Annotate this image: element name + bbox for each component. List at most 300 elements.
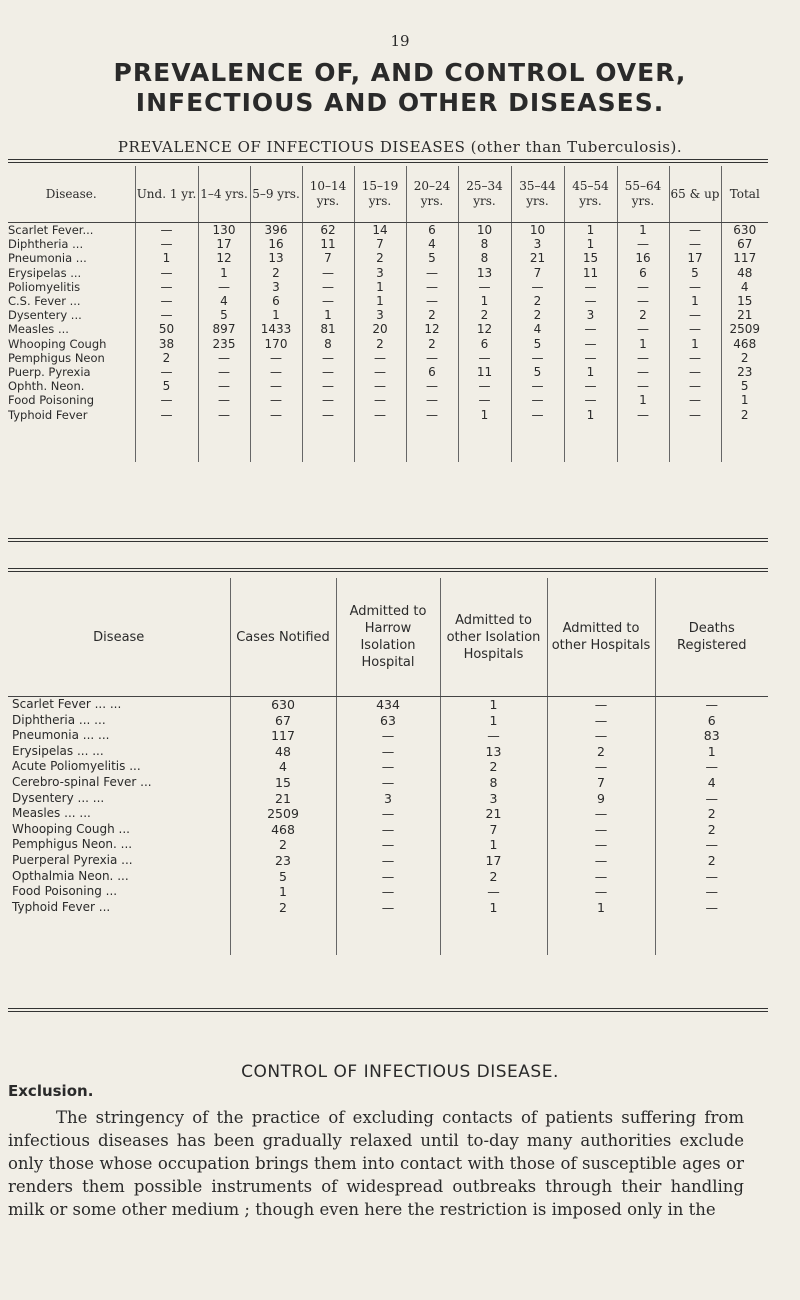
table1-value-cell: 8 xyxy=(458,237,511,251)
table-row xyxy=(8,900,768,916)
table1-value-cell: — xyxy=(250,379,302,393)
table1-value-cell: — xyxy=(669,351,721,365)
table2-value-cell: — xyxy=(547,853,655,869)
table1-disease-cell: Typhoid Fever xyxy=(8,407,88,422)
table1-value-cell: 21 xyxy=(511,251,564,265)
table1-value-cell: — xyxy=(198,351,250,365)
table2-value-cell: 1 xyxy=(655,744,768,760)
filler-cell xyxy=(250,422,302,462)
table1-value-cell: — xyxy=(669,223,721,238)
table1-value-cell: — xyxy=(302,280,354,294)
table1-value-cell: 5 xyxy=(669,266,721,280)
page-number: 19 xyxy=(390,32,410,50)
table1-top-rule xyxy=(8,159,768,163)
table1-header-cell: 35–44 yrs. xyxy=(511,166,564,223)
table-row xyxy=(8,393,768,407)
table1-value-cell: — xyxy=(250,351,302,365)
table1-value-cell: — xyxy=(354,393,406,407)
table1-value-cell: 6 xyxy=(250,294,302,308)
table1-value-cell: — xyxy=(669,237,721,251)
page-title-line-1: PREVALENCE OF, AND CONTROL OVER, xyxy=(113,58,687,87)
table1-value-cell: 468 xyxy=(721,337,768,351)
table2-value-cell: 2 xyxy=(655,822,768,838)
filler-cell xyxy=(336,915,440,955)
table1-value-cell: — xyxy=(406,280,458,294)
table1-value-cell: 6 xyxy=(406,223,458,238)
table1-value-cell: — xyxy=(135,237,198,251)
table2-header-cell: Cases Notified xyxy=(230,578,336,697)
table2-value-cell: 4 xyxy=(655,775,768,791)
table-row xyxy=(8,251,768,265)
table1-value-cell: 1 xyxy=(564,223,617,238)
table1-value-cell: — xyxy=(617,322,669,336)
table2-header-cell: Deaths Registered xyxy=(655,578,768,697)
table2-value-cell: 7 xyxy=(547,775,655,791)
table-row xyxy=(8,337,768,351)
table-row xyxy=(8,806,768,822)
table1-value-cell: 6 xyxy=(617,266,669,280)
table1-value-cell: 1 xyxy=(669,337,721,351)
filler-cell xyxy=(669,422,721,462)
table1-value-cell: 1 xyxy=(198,266,250,280)
control-heading: CONTROL OF INFECTIOUS DISEASE. xyxy=(241,1062,559,1082)
table1-value-cell: 3 xyxy=(354,308,406,322)
table1-value-cell: — xyxy=(406,393,458,407)
table1-value-cell: 235 xyxy=(198,337,250,351)
table2-value-cell: — xyxy=(336,900,440,916)
table1-value-cell: — xyxy=(564,280,617,294)
table1-value-cell: 3 xyxy=(354,266,406,280)
table1-value-cell: — xyxy=(406,408,458,422)
table1-value-cell: 1433 xyxy=(250,322,302,336)
table1-value-cell: — xyxy=(511,280,564,294)
table1-value-cell: 170 xyxy=(250,337,302,351)
table1-value-cell: 2 xyxy=(406,337,458,351)
table1-value-cell: 15 xyxy=(721,294,768,308)
table-row xyxy=(8,223,768,238)
table1-value-cell: 81 xyxy=(302,322,354,336)
table1-value-cell: — xyxy=(198,408,250,422)
table1-value-cell: 12 xyxy=(458,322,511,336)
table1-header-row xyxy=(8,166,768,223)
table2-value-cell: 48 xyxy=(230,744,336,760)
table-row xyxy=(8,697,768,713)
table2-value-cell: — xyxy=(547,806,655,822)
table2-value-cell: 7 xyxy=(440,822,547,838)
filler-cell xyxy=(458,422,511,462)
filler-cell xyxy=(230,915,336,955)
table1-value-cell: 396 xyxy=(250,223,302,238)
table2-value-cell: 1 xyxy=(440,697,547,713)
table1-header-cell: 15–19 yrs. xyxy=(354,166,406,223)
table1-disease-cell: Puerp. Pyrexia xyxy=(8,365,91,380)
table1-value-cell: — xyxy=(250,393,302,407)
table-row xyxy=(8,759,768,775)
table1-value-cell: — xyxy=(354,365,406,379)
table1-value-cell: 16 xyxy=(617,251,669,265)
table1-value-cell: 2 xyxy=(354,337,406,351)
table2-value-cell: — xyxy=(547,822,655,838)
table2-disease-cell: Pneumonia ... ... xyxy=(12,728,110,743)
table2-value-cell: 8 xyxy=(440,775,547,791)
table1-value-cell: — xyxy=(511,393,564,407)
table1-value-cell: — xyxy=(302,294,354,308)
table1-value-cell: — xyxy=(354,351,406,365)
table1-caption: PREVALENCE OF INFECTIOUS DISEASES (other than Tuberculosis). xyxy=(117,138,683,156)
table2-value-cell: 17 xyxy=(440,853,547,869)
table1-value-cell: — xyxy=(564,393,617,407)
table1-value-cell: 1 xyxy=(354,294,406,308)
table2-value-cell: — xyxy=(336,822,440,838)
table1-value-cell: 48 xyxy=(721,266,768,280)
table1-header-cell: 10–14 yrs. xyxy=(302,166,354,223)
table1-value-cell: 3 xyxy=(511,237,564,251)
table-row xyxy=(8,713,768,729)
table1-value-cell: — xyxy=(135,266,198,280)
table2-value-cell: — xyxy=(336,853,440,869)
table2-value-cell: 21 xyxy=(440,806,547,822)
table1-value-cell: 4 xyxy=(198,294,250,308)
table2-value-cell: — xyxy=(336,837,440,853)
table1-value-cell: — xyxy=(511,379,564,393)
table1-value-cell: — xyxy=(302,266,354,280)
table1-value-cell: 20 xyxy=(354,322,406,336)
table1-value-cell: — xyxy=(564,322,617,336)
table1-value-cell: — xyxy=(135,408,198,422)
table1-header-cell: 5–9 yrs. xyxy=(250,166,302,223)
table1-value-cell: 2 xyxy=(458,308,511,322)
table1-header-cell: 20–24 yrs. xyxy=(406,166,458,223)
table2-disease-cell: Cerebro-spinal Fever ... xyxy=(12,774,152,789)
table1-value-cell: 4 xyxy=(511,322,564,336)
table1-value-cell: — xyxy=(564,294,617,308)
table1-value-cell: — xyxy=(617,408,669,422)
filler-cell xyxy=(721,422,768,462)
table2-value-cell: — xyxy=(655,837,768,853)
table1-value-cell: 1 xyxy=(617,393,669,407)
table-row xyxy=(8,744,768,760)
table1-disease-cell: Ophth. Neon. xyxy=(8,379,85,394)
table1-value-cell: 17 xyxy=(669,251,721,265)
table1-value-cell: 8 xyxy=(458,251,511,265)
table2-value-cell: — xyxy=(336,759,440,775)
table1-value-cell: 50 xyxy=(135,322,198,336)
table1-value-cell: 1 xyxy=(617,337,669,351)
table1-value-cell: 5 xyxy=(511,337,564,351)
table2-value-cell: — xyxy=(547,759,655,775)
table1-value-cell: — xyxy=(135,280,198,294)
table2-value-cell: 83 xyxy=(655,728,768,744)
table2-disease-cell: Dysentery ... ... xyxy=(12,790,105,805)
exclusion-paragraph: The stringency of the practice of excluding contacts of patients suffering from infectious diseases has been gradually relaxed until to-day many authorities exclude only those whose occupation brings them into contact with those of susceptible ages or renders them possible instruments of widespread outbreaks through their handling milk or some other medium ; though even here the restriction is imposed only in the xyxy=(8,1108,744,1219)
table2-bottom-rule xyxy=(8,1008,768,1012)
table1-value-cell: 5 xyxy=(721,379,768,393)
table-row xyxy=(8,294,768,308)
table1-value-cell: — xyxy=(198,393,250,407)
filler-cell xyxy=(135,422,198,462)
table1-value-cell: — xyxy=(302,393,354,407)
table1-value-cell: 7 xyxy=(354,237,406,251)
table1-value-cell: 38 xyxy=(135,337,198,351)
table2-value-cell: — xyxy=(655,900,768,916)
table-row xyxy=(8,280,768,294)
table1-value-cell: 12 xyxy=(198,251,250,265)
table1-value-cell: 67 xyxy=(721,237,768,251)
table1-value-cell: 15 xyxy=(564,251,617,265)
table2-top-rule xyxy=(8,568,768,572)
table2-value-cell: — xyxy=(547,728,655,744)
table1-value-cell: 2 xyxy=(617,308,669,322)
table2-value-cell: 63 xyxy=(336,713,440,729)
table1-header-cell: 1–4 yrs. xyxy=(198,166,250,223)
table2-header-row xyxy=(8,578,768,697)
table2-disease-cell: Pemphigus Neon. ... xyxy=(12,837,133,852)
table2-value-cell: 23 xyxy=(230,853,336,869)
table2-body xyxy=(8,697,768,956)
table1-disease-cell: Poliomyelitis xyxy=(8,279,81,294)
table1-value-cell: 897 xyxy=(198,322,250,336)
table1-disease-cell: Whooping Cough xyxy=(8,336,107,351)
table1-value-cell: 13 xyxy=(250,251,302,265)
table2-disease-cell: Puerperal Pyrexia ... xyxy=(12,852,133,867)
table2-value-cell: — xyxy=(547,884,655,900)
page-title-line-2: INFECTIOUS AND OTHER DISEASES. xyxy=(135,88,665,117)
filler-cell xyxy=(198,422,250,462)
table1-value-cell: — xyxy=(617,237,669,251)
table1-value-cell: — xyxy=(564,337,617,351)
table1-value-cell: 2 xyxy=(354,251,406,265)
table1-disease-cell: Scarlet Fever... xyxy=(8,223,94,237)
table2-value-cell: — xyxy=(336,775,440,791)
table2-disease-cell: Measles ... ... xyxy=(12,806,91,821)
table1-value-cell: — xyxy=(669,365,721,379)
table1-value-cell: — xyxy=(135,393,198,407)
table1-value-cell: 1 xyxy=(564,365,617,379)
table1-value-cell: 1 xyxy=(669,294,721,308)
table1-value-cell: — xyxy=(406,379,458,393)
table-row xyxy=(8,308,768,322)
hospital-admissions-table xyxy=(8,578,768,955)
table1-value-cell: — xyxy=(354,379,406,393)
table1-value-cell: 5 xyxy=(135,379,198,393)
page-title xyxy=(0,58,800,118)
table1-value-cell: 2 xyxy=(511,308,564,322)
table1-value-cell: — xyxy=(458,351,511,365)
table1-value-cell: — xyxy=(250,365,302,379)
table2-value-cell: 6 xyxy=(655,713,768,729)
table2-disease-cell: Erysipelas ... ... xyxy=(12,743,104,758)
table1-value-cell: — xyxy=(669,322,721,336)
table-row xyxy=(8,365,768,379)
table1-value-cell: 4 xyxy=(721,280,768,294)
table2-value-cell: 468 xyxy=(230,822,336,838)
table1-value-cell: 2 xyxy=(721,408,768,422)
table2-value-cell: — xyxy=(655,759,768,775)
table1-value-cell: 2 xyxy=(250,266,302,280)
table1-header-cell: Disease. xyxy=(8,166,135,223)
table1-value-cell: — xyxy=(406,294,458,308)
table-row xyxy=(8,884,768,900)
table1-disease-cell: Erysipelas ... xyxy=(8,265,82,280)
table1-value-cell: 10 xyxy=(458,223,511,238)
table1-value-cell: — xyxy=(458,379,511,393)
table2-value-cell: 21 xyxy=(230,791,336,807)
table2-value-cell: 1 xyxy=(440,713,547,729)
filler-cell xyxy=(617,422,669,462)
table1-value-cell: 5 xyxy=(511,365,564,379)
table1-disease-cell: C.S. Fever ... xyxy=(8,294,81,309)
table1-value-cell: — xyxy=(617,294,669,308)
filler-cell xyxy=(8,915,230,955)
table1-value-cell: — xyxy=(669,308,721,322)
table2-value-cell: — xyxy=(440,728,547,744)
table2-value-cell: 630 xyxy=(230,697,336,713)
table2-value-cell: — xyxy=(336,744,440,760)
table2-disease-cell: Opthalmia Neon. ... xyxy=(12,868,129,883)
table1-value-cell: 10 xyxy=(511,223,564,238)
table1-value-cell: — xyxy=(302,365,354,379)
age-distribution-table xyxy=(8,166,768,462)
table1-disease-cell: Food Poisoning xyxy=(8,393,95,408)
table1-value-cell: — xyxy=(135,308,198,322)
table1-value-cell: — xyxy=(302,379,354,393)
table1-value-cell: — xyxy=(669,393,721,407)
table2-value-cell: — xyxy=(440,884,547,900)
table1-value-cell: 1 xyxy=(250,308,302,322)
table2-value-cell: — xyxy=(547,713,655,729)
table1-header-cell: Total xyxy=(721,166,768,223)
table2-header-cell: Admitted to other Hospitals xyxy=(547,578,655,697)
table2-disease-cell: Diphtheria ... ... xyxy=(12,712,106,727)
table1-value-cell: — xyxy=(511,351,564,365)
table1-value-cell: 11 xyxy=(458,365,511,379)
table2-disease-cell: Acute Poliomyelitis ... xyxy=(12,759,141,774)
table1-value-cell: 2 xyxy=(511,294,564,308)
table1-value-cell: 5 xyxy=(406,251,458,265)
table1-value-cell: 6 xyxy=(406,365,458,379)
table2-value-cell: 1 xyxy=(440,837,547,853)
filler-cell xyxy=(302,422,354,462)
table1-value-cell: — xyxy=(406,351,458,365)
table1-header-cell: 45–54 yrs. xyxy=(564,166,617,223)
table2-value-cell: 1 xyxy=(547,900,655,916)
table1-value-cell: — xyxy=(669,280,721,294)
table1-value-cell: — xyxy=(617,379,669,393)
table1-value-cell: — xyxy=(198,280,250,294)
table1-disease-cell: Pneumonia ... xyxy=(8,251,87,266)
table2-value-cell: 2 xyxy=(440,759,547,775)
table2-value-cell: — xyxy=(336,884,440,900)
table-row xyxy=(8,775,768,791)
table-row xyxy=(8,322,768,336)
table2-value-cell: 3 xyxy=(440,791,547,807)
table-row xyxy=(8,408,768,422)
filler-cell xyxy=(564,422,617,462)
table1-value-cell: 117 xyxy=(721,251,768,265)
table2-value-cell: — xyxy=(547,837,655,853)
table1-value-cell: 3 xyxy=(250,280,302,294)
table2-value-cell: 2 xyxy=(547,744,655,760)
table2-value-cell: 2 xyxy=(655,853,768,869)
table1-value-cell: — xyxy=(511,408,564,422)
table1-value-cell: — xyxy=(354,408,406,422)
table1-value-cell: 1 xyxy=(617,223,669,238)
table1-value-cell: 1 xyxy=(354,280,406,294)
table1-value-cell: 7 xyxy=(302,251,354,265)
filler-cell xyxy=(406,422,458,462)
table2-header-cell: Disease xyxy=(8,578,230,697)
table2-disease-cell: Food Poisoning ... xyxy=(12,884,118,899)
table2-value-cell: 2509 xyxy=(230,806,336,822)
table2-value-cell: 13 xyxy=(440,744,547,760)
table1-value-cell: 7 xyxy=(511,266,564,280)
table1-value-cell: — xyxy=(458,393,511,407)
table1-header-cell: 55–64 yrs. xyxy=(617,166,669,223)
table1-value-cell: — xyxy=(617,280,669,294)
table2-value-cell: 2 xyxy=(230,837,336,853)
table1-value-cell: 2 xyxy=(721,351,768,365)
table1-value-cell: 11 xyxy=(302,237,354,251)
table1-value-cell: 12 xyxy=(406,322,458,336)
exclusion-heading: Exclusion. xyxy=(8,1082,94,1100)
table1-value-cell: 2 xyxy=(406,308,458,322)
table1-value-cell: 8 xyxy=(302,337,354,351)
table2-disease-cell: Typhoid Fever ... xyxy=(12,899,111,914)
table1-disease-cell: Measles ... xyxy=(8,322,69,337)
filler-cell xyxy=(8,422,135,462)
table1-value-cell: — xyxy=(250,408,302,422)
table2-header-cell: Admitted to Harrow Isolation Hospital xyxy=(336,578,440,697)
table1-value-cell: — xyxy=(135,223,198,238)
table1-value-cell: 21 xyxy=(721,308,768,322)
table2-value-cell: — xyxy=(547,697,655,713)
table1-value-cell: 4 xyxy=(406,237,458,251)
table1-value-cell: — xyxy=(302,351,354,365)
table1-value-cell: 62 xyxy=(302,223,354,238)
table1-value-cell: — xyxy=(198,379,250,393)
table-row xyxy=(8,266,768,280)
table1-value-cell: 1 xyxy=(564,408,617,422)
table-row xyxy=(8,853,768,869)
table2-value-cell: 2 xyxy=(230,900,336,916)
table1-disease-cell: Dysentery ... xyxy=(8,308,82,323)
table-row xyxy=(8,237,768,251)
table2-value-cell: 9 xyxy=(547,791,655,807)
table1-value-cell: — xyxy=(198,365,250,379)
table1-header-cell: Und. 1 yr. xyxy=(135,166,198,223)
table1-value-cell: 130 xyxy=(198,223,250,238)
table1-value-cell: 630 xyxy=(721,223,768,238)
table1-value-cell: 2509 xyxy=(721,322,768,336)
table-row xyxy=(8,837,768,853)
table1-disease-cell: Pemphigus Neon xyxy=(8,350,105,365)
table2-value-cell: — xyxy=(336,728,440,744)
table1-header-cell: 25–34 yrs. xyxy=(458,166,511,223)
table-row xyxy=(8,869,768,885)
table2-disease-cell: Whooping Cough ... xyxy=(12,821,130,836)
table1-header-cell: 65 & up xyxy=(669,166,721,223)
table1-value-cell: — xyxy=(564,379,617,393)
table2-value-cell: 434 xyxy=(336,697,440,713)
table1-value-cell: — xyxy=(135,365,198,379)
table2-disease-cell: Scarlet Fever ... ... xyxy=(12,697,122,711)
table2-value-cell: 15 xyxy=(230,775,336,791)
table2-value-cell: 4 xyxy=(230,759,336,775)
table1-value-cell: 5 xyxy=(198,308,250,322)
table1-value-cell: 11 xyxy=(564,266,617,280)
table1-value-cell: 1 xyxy=(458,408,511,422)
table1-value-cell: 13 xyxy=(458,266,511,280)
